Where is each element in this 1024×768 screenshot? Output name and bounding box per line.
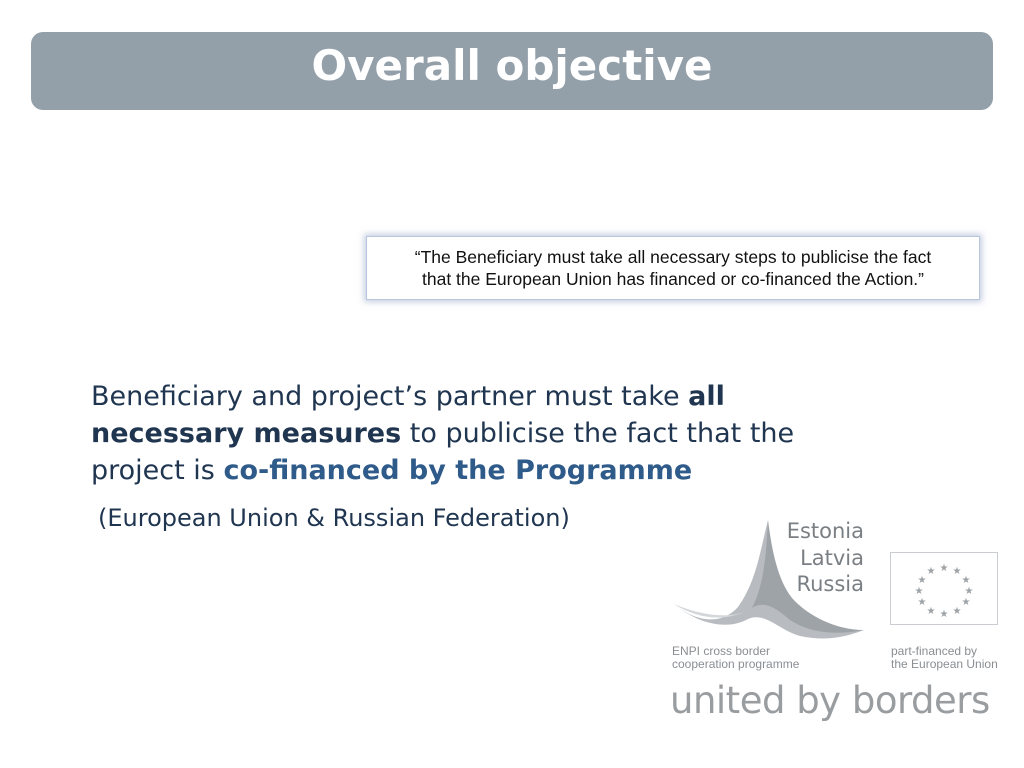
parenthetical-note: (European Union & Russian Federation) — [98, 504, 570, 532]
body-line-2-bold: necessary measures — [91, 418, 402, 449]
body-line-2-text: to publicise the fact that the — [401, 418, 795, 449]
body-line-1-bold: all — [688, 381, 725, 412]
svg-text:★: ★ — [917, 575, 927, 586]
svg-text:★: ★ — [952, 566, 962, 577]
svg-text:★: ★ — [961, 575, 971, 586]
quote-line-2: that the European Union has financed or co-financed the Action.” — [422, 269, 924, 289]
body-line-3 — [91, 452, 931, 489]
svg-text:★: ★ — [961, 597, 971, 608]
quote-text — [407, 246, 940, 290]
body-line-3-text: project is — [91, 455, 224, 486]
eu-line-1: part-financed by — [891, 644, 978, 658]
eu-flag-icon — [890, 552, 998, 625]
programme-logo — [668, 512, 1008, 742]
eu-line-2: the European Union — [891, 657, 998, 671]
eu-label — [891, 645, 1011, 671]
programme-label — [672, 645, 832, 671]
svg-text:★: ★ — [952, 606, 962, 617]
slide-title: Overall objective — [311, 41, 713, 90]
quote-box — [366, 236, 980, 300]
body-line-2 — [91, 415, 931, 452]
svg-text:★: ★ — [914, 586, 924, 597]
svg-text:★: ★ — [964, 586, 974, 597]
programme-line-1: ENPI cross border — [672, 644, 771, 658]
quote-line-1: “The Beneficiary must take all necessary steps to publicise the fact — [414, 247, 932, 267]
tagline: united by borders — [670, 679, 990, 722]
country-latvia: Latvia — [800, 546, 864, 570]
svg-text:★: ★ — [926, 606, 936, 617]
body-line-3-accent: co-financed by the Programme — [223, 455, 693, 486]
country-russia: Russia — [796, 572, 864, 596]
body-line-1-text: Beneficiary and project’s partner must take — [91, 381, 689, 412]
body-paragraph — [91, 378, 931, 489]
svg-text:★: ★ — [917, 597, 927, 608]
body-line-1 — [91, 378, 931, 415]
svg-text:★: ★ — [939, 609, 949, 620]
programme-line-2: cooperation programme — [672, 657, 800, 671]
svg-text:★: ★ — [939, 563, 949, 574]
eu-stars-icon — [891, 553, 997, 624]
svg-text:★: ★ — [926, 566, 936, 577]
country-estonia: Estonia — [786, 519, 864, 543]
